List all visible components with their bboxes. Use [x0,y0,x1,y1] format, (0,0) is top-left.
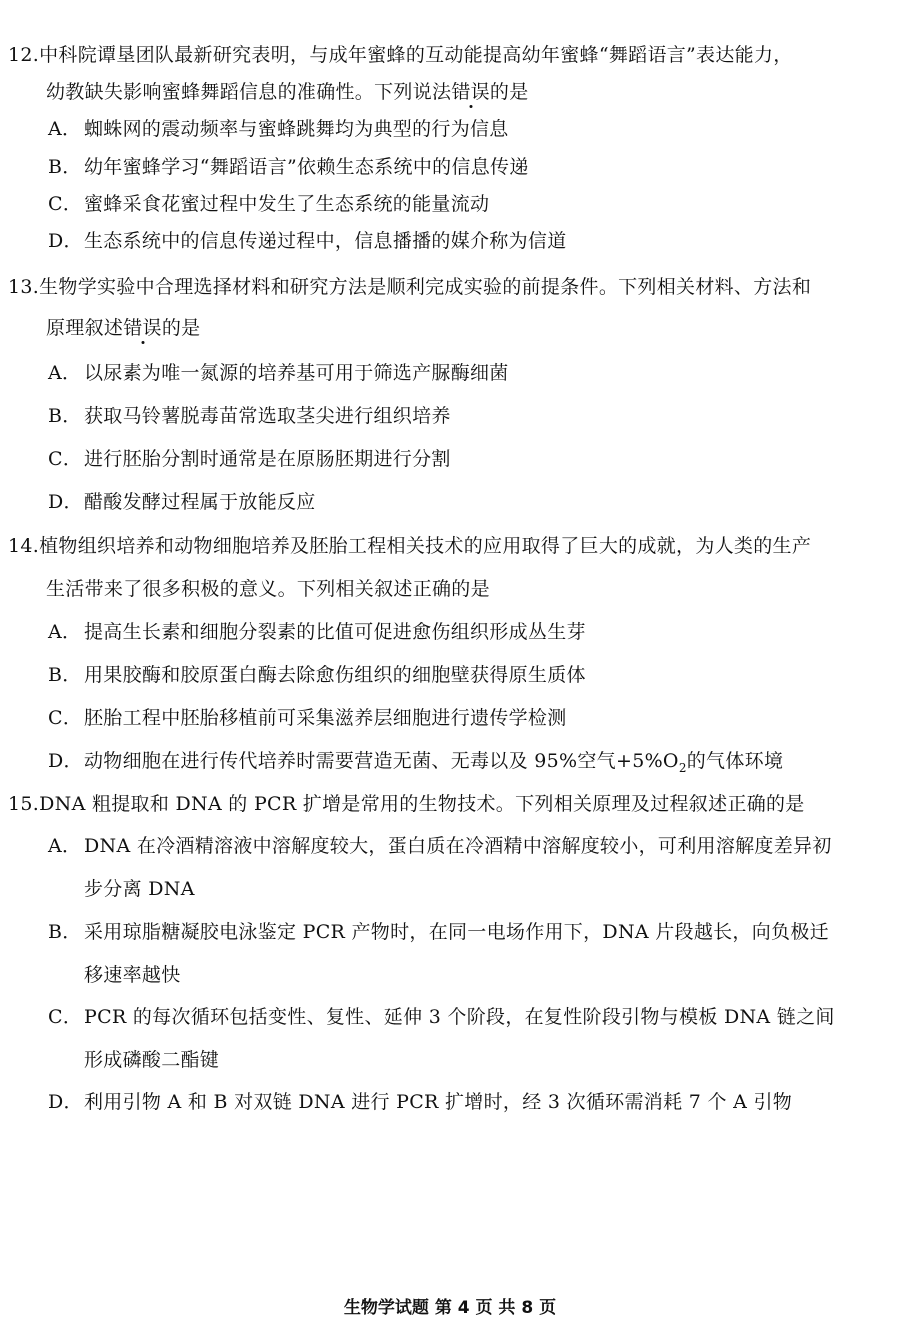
option-15-c: C．PCR 的每次循环包括变性、复性、延伸 3 个阶段，在复性阶段引物与模板 DNA 链之间 [48,1006,835,1028]
option-15-b: B． 采用琼脂糖凝胶电泳鉴定 PCR 产物时，在同一电场作用下，DNA 片段越长，向负极迁 [48,921,829,943]
option-12-b: B． 幼年蜜蜂学习“舞蹈语言”依赖生态系统中的信息传递 [48,156,529,178]
question-15-stem-line1: 15.DNA 粗提取和 DNA 的 PCR 扩增是常用的生物技术。下列相关原理及过程叙述正确的是 [8,793,805,815]
option-15-c-line2: 形成磷酸二酯键 [84,1049,220,1071]
question-12-stem-line2: 幼教缺失影响蜜蜂舞蹈信息的准确性。下列说法错误的是 [46,81,529,103]
option-12-a: A． 蜘蛛网的震动频率与蜜蜂跳舞均为典型的行为信息 [48,118,509,140]
option-14-b: B． 用果胶酶和胶原蛋白酶去除愈伤组织的细胞壁获得原生质体 [48,664,586,686]
option-12-c: C．蜜蜂采食花蜜过程中发生了生态系统的能量流动 [48,193,490,215]
question-number: 13. [8,276,40,298]
option-15-b-line2: 移速率越快 [84,964,181,986]
option-14-d: D．动物细胞在进行传代培养时需要营造无菌、无毒以及 95%空气$+5\%O_2$的气体环境 [48,750,784,775]
question-number: 14. [8,535,40,557]
option-15-d: D．利用引物 A 和 B 对双链 DNA 进行 PCR 扩增时，经 3 次循环需消耗 7 个 A 引物 [48,1091,793,1113]
emphasis-text: 错误 [123,317,162,339]
question-13-stem-line2: 原理叙述错误的是 [46,317,201,339]
option-13-d: D．醋酸发酵过程属于放能反应 [48,491,316,513]
option-12-d: D．生态系统中的信息传递过程中，信息播播的媒介称为信道 [48,230,567,252]
question-13-stem-line1: 13.生物学实验中合理选择材料和研究方法是顺利完成实验的前提条件。下列相关材料、方法和 [8,276,812,298]
emphasis-text: 错误 [451,81,490,103]
question-number: 12. [8,44,40,66]
option-15-a-line2: 步分离 DNA [84,878,195,900]
question-number: 15. [8,793,40,815]
option-14-c: C．胚胎工程中胚胎移植前可采集滋养层细胞进行遗传学检测 [48,707,567,729]
option-13-c: C．进行胚胎分割时通常是在原肠胚期进行分割 [48,448,451,470]
option-13-a: A． 以尿素为唯一氮源的培养基可用于筛选产脲酶细菌 [48,362,509,384]
question-14-stem-line2: 生活带来了很多积极的意义。下列相关叙述正确的是 [46,578,490,600]
option-15-a: A． DNA 在冷酒精溶液中溶解度较大，蛋白质在冷酒精中溶解度较小，可利用溶解度差异初 [48,835,832,857]
option-13-b: B． 获取马铃薯脱毒苗常选取茎尖进行组织培养 [48,405,451,427]
option-14-a: A． 提高生长素和细胞分裂素的比值可促进愈伤组织形成丛生芽 [48,621,586,643]
question-12-stem-line1: 12.中科院谭垦团队最新研究表明，与成年蜜蜂的互动能提高幼年蜜蜂“舞蹈语言”表达能力， [8,44,793,66]
question-14-stem-line1: 14.植物组织培养和动物细胞培养及胚胎工程相关技术的应用取得了巨大的成就，为人类的生产 [8,535,812,557]
page-footer: 生物学试题 第 4 页 共 8 页 [343,1298,557,1318]
